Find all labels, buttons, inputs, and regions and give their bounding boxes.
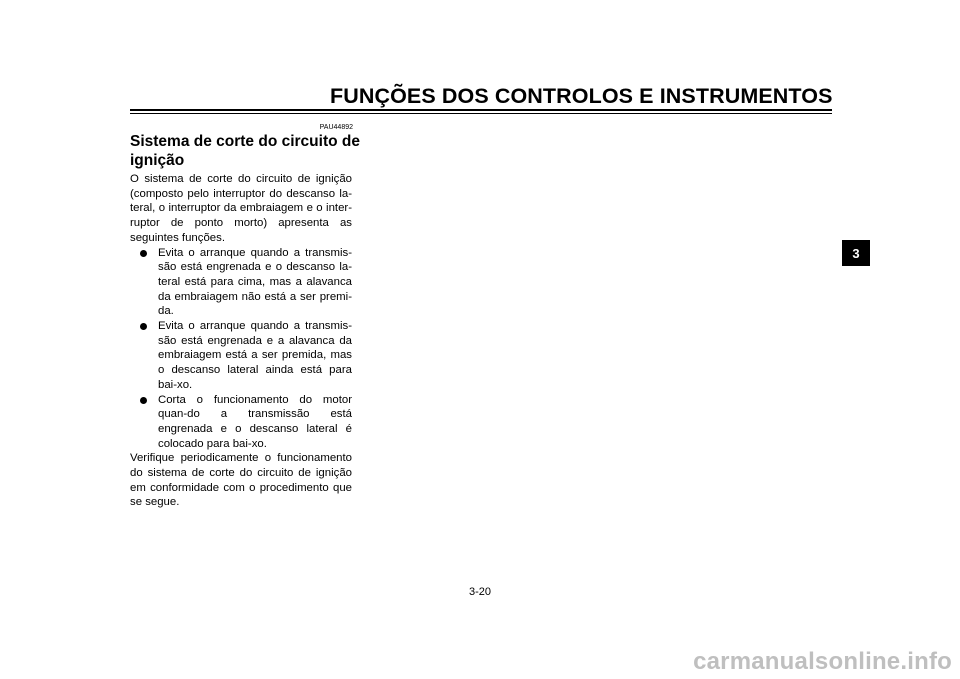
list-item [130,393,352,452]
body-column [130,172,352,510]
page-number: 3-20 [468,586,492,598]
watermark: carmanualsonline.info [693,648,952,675]
header-rule-thin [130,113,832,114]
section-title: Sistema de corte do circuito de ignição [130,133,360,169]
list-item-text: Evita o arranque quando a transmis-são está engrenada e a alavanca da embraiagem está a ser premida, mas o descanso lateral ainda está para bai-xo. [158,320,352,391]
list-item [130,246,352,320]
header-rule-thick [130,109,832,111]
list-item [130,319,352,393]
chapter-tab: 3 [842,240,870,266]
document-code: PAU44892 [319,124,353,131]
bullet-icon [140,397,147,404]
bullet-icon [140,250,147,257]
function-list [130,246,352,452]
bullet-icon [140,323,147,330]
list-item-text: Evita o arranque quando a transmis-são está engrenada e o descanso la-teral está para cima, mas a alavanca da embraiagem não está a ser premi-da. [158,246,352,318]
list-item-text: Corta o funcionamento do motor quan-do a transmissão está engrenada e o descanso lateral é colocado para bai-xo. [158,393,352,450]
intro-paragraph: O sistema de corte do circuito de ignição (composto pelo interruptor do descanso la-teral, o interruptor da embraiagem e o inter-ruptor de ponto morto) apresenta as seguintes funções. [130,173,352,244]
page-header-title: FUNÇÕES DOS CONTROLOS E INSTRUMENTOS [330,84,833,108]
closing-paragraph: Verifique periodicamente o funcionamento do sistema de corte do circuito de ignição em conformidade com o procedimento que se segue. [130,452,352,509]
